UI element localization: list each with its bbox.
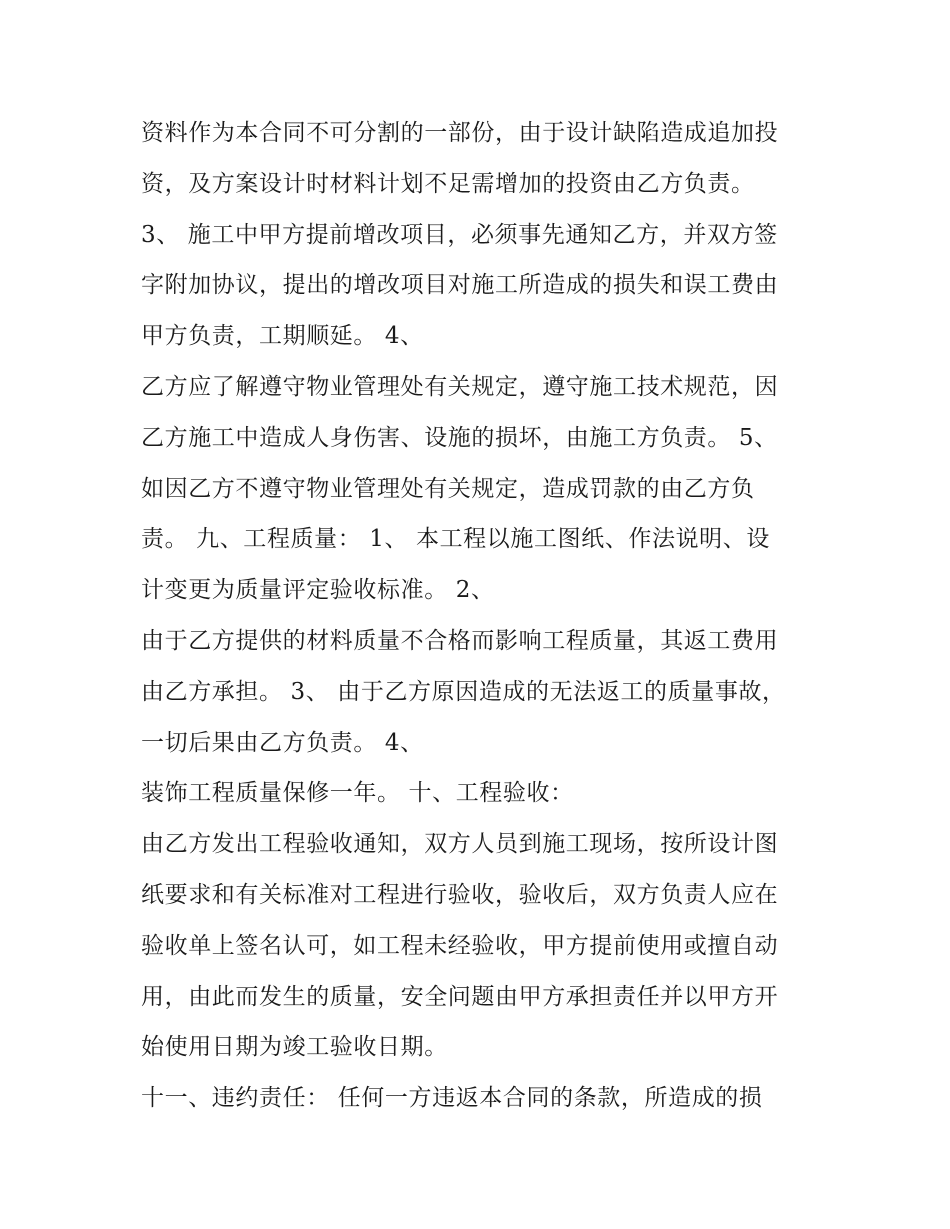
text-line-4: 字附加协议，提出的增改项目对施工所造成的损失和误工费由	[141, 272, 779, 299]
text-line-20: 十一、违约责任： 任何一方违返本合同的条款，所造成的损	[141, 1085, 763, 1112]
text-line-19: 始使用日期为竣工验收日期。	[141, 1034, 448, 1061]
text-line-16: 纸要求和有关标准对工程进行验收，验收后，双方负责人应在	[141, 881, 779, 908]
document-body	[141, 108, 821, 1124]
text-line-10: 计变更为质量评定验收标准。 2、	[141, 577, 495, 604]
text-line-14: 装饰工程质量保修一年。 十、工程验收：	[141, 780, 574, 807]
text-line-17: 验收单上签名认可，如工程未经验收，甲方提前使用或擅自动	[141, 932, 779, 959]
text-line-9: 责。 九、工程质量： 1、 本工程以施工图纸、作法说明、设	[141, 526, 770, 553]
text-line-1: 资料作为本合同不可分割的一部份，由于设计缺陷造成追加投	[141, 120, 779, 146]
text-line-8: 如因乙方不遵守物业管理处有关规定，造成罚款的由乙方负	[141, 475, 755, 502]
text-line-13: 一切后果由乙方负责。 4、	[141, 729, 424, 756]
text-line-7: 乙方施工中造成人身伤害、设施的损坏，由施工方负责。 5、	[141, 424, 778, 451]
text-line-3: 3、 施工中甲方提前增改项目，必须事先通知乙方，并双方签	[141, 221, 778, 248]
text-line-11: 由于乙方提供的材料质量不合格而影响工程质量，其返工费用	[141, 627, 779, 654]
text-line-12: 由乙方承担。 3、 由于乙方原因造成的无法返工的质量事故，	[141, 678, 786, 705]
text-line-2: 资，及方案设计时材料计划不足需增加的投资由乙方负责。	[141, 170, 755, 197]
text-line-6: 乙方应了解遵守物业管理处有关规定，遵守施工技术规范，因	[141, 373, 779, 400]
text-line-5: 甲方负责，工期顺延。 4、	[141, 323, 424, 350]
text-line-15: 由乙方发出工程验收通知，双方人员到施工现场，按所设计图	[141, 831, 779, 858]
text-line-18: 用，由此而发生的质量，安全问题由甲方承担责任并以甲方开	[141, 983, 779, 1010]
